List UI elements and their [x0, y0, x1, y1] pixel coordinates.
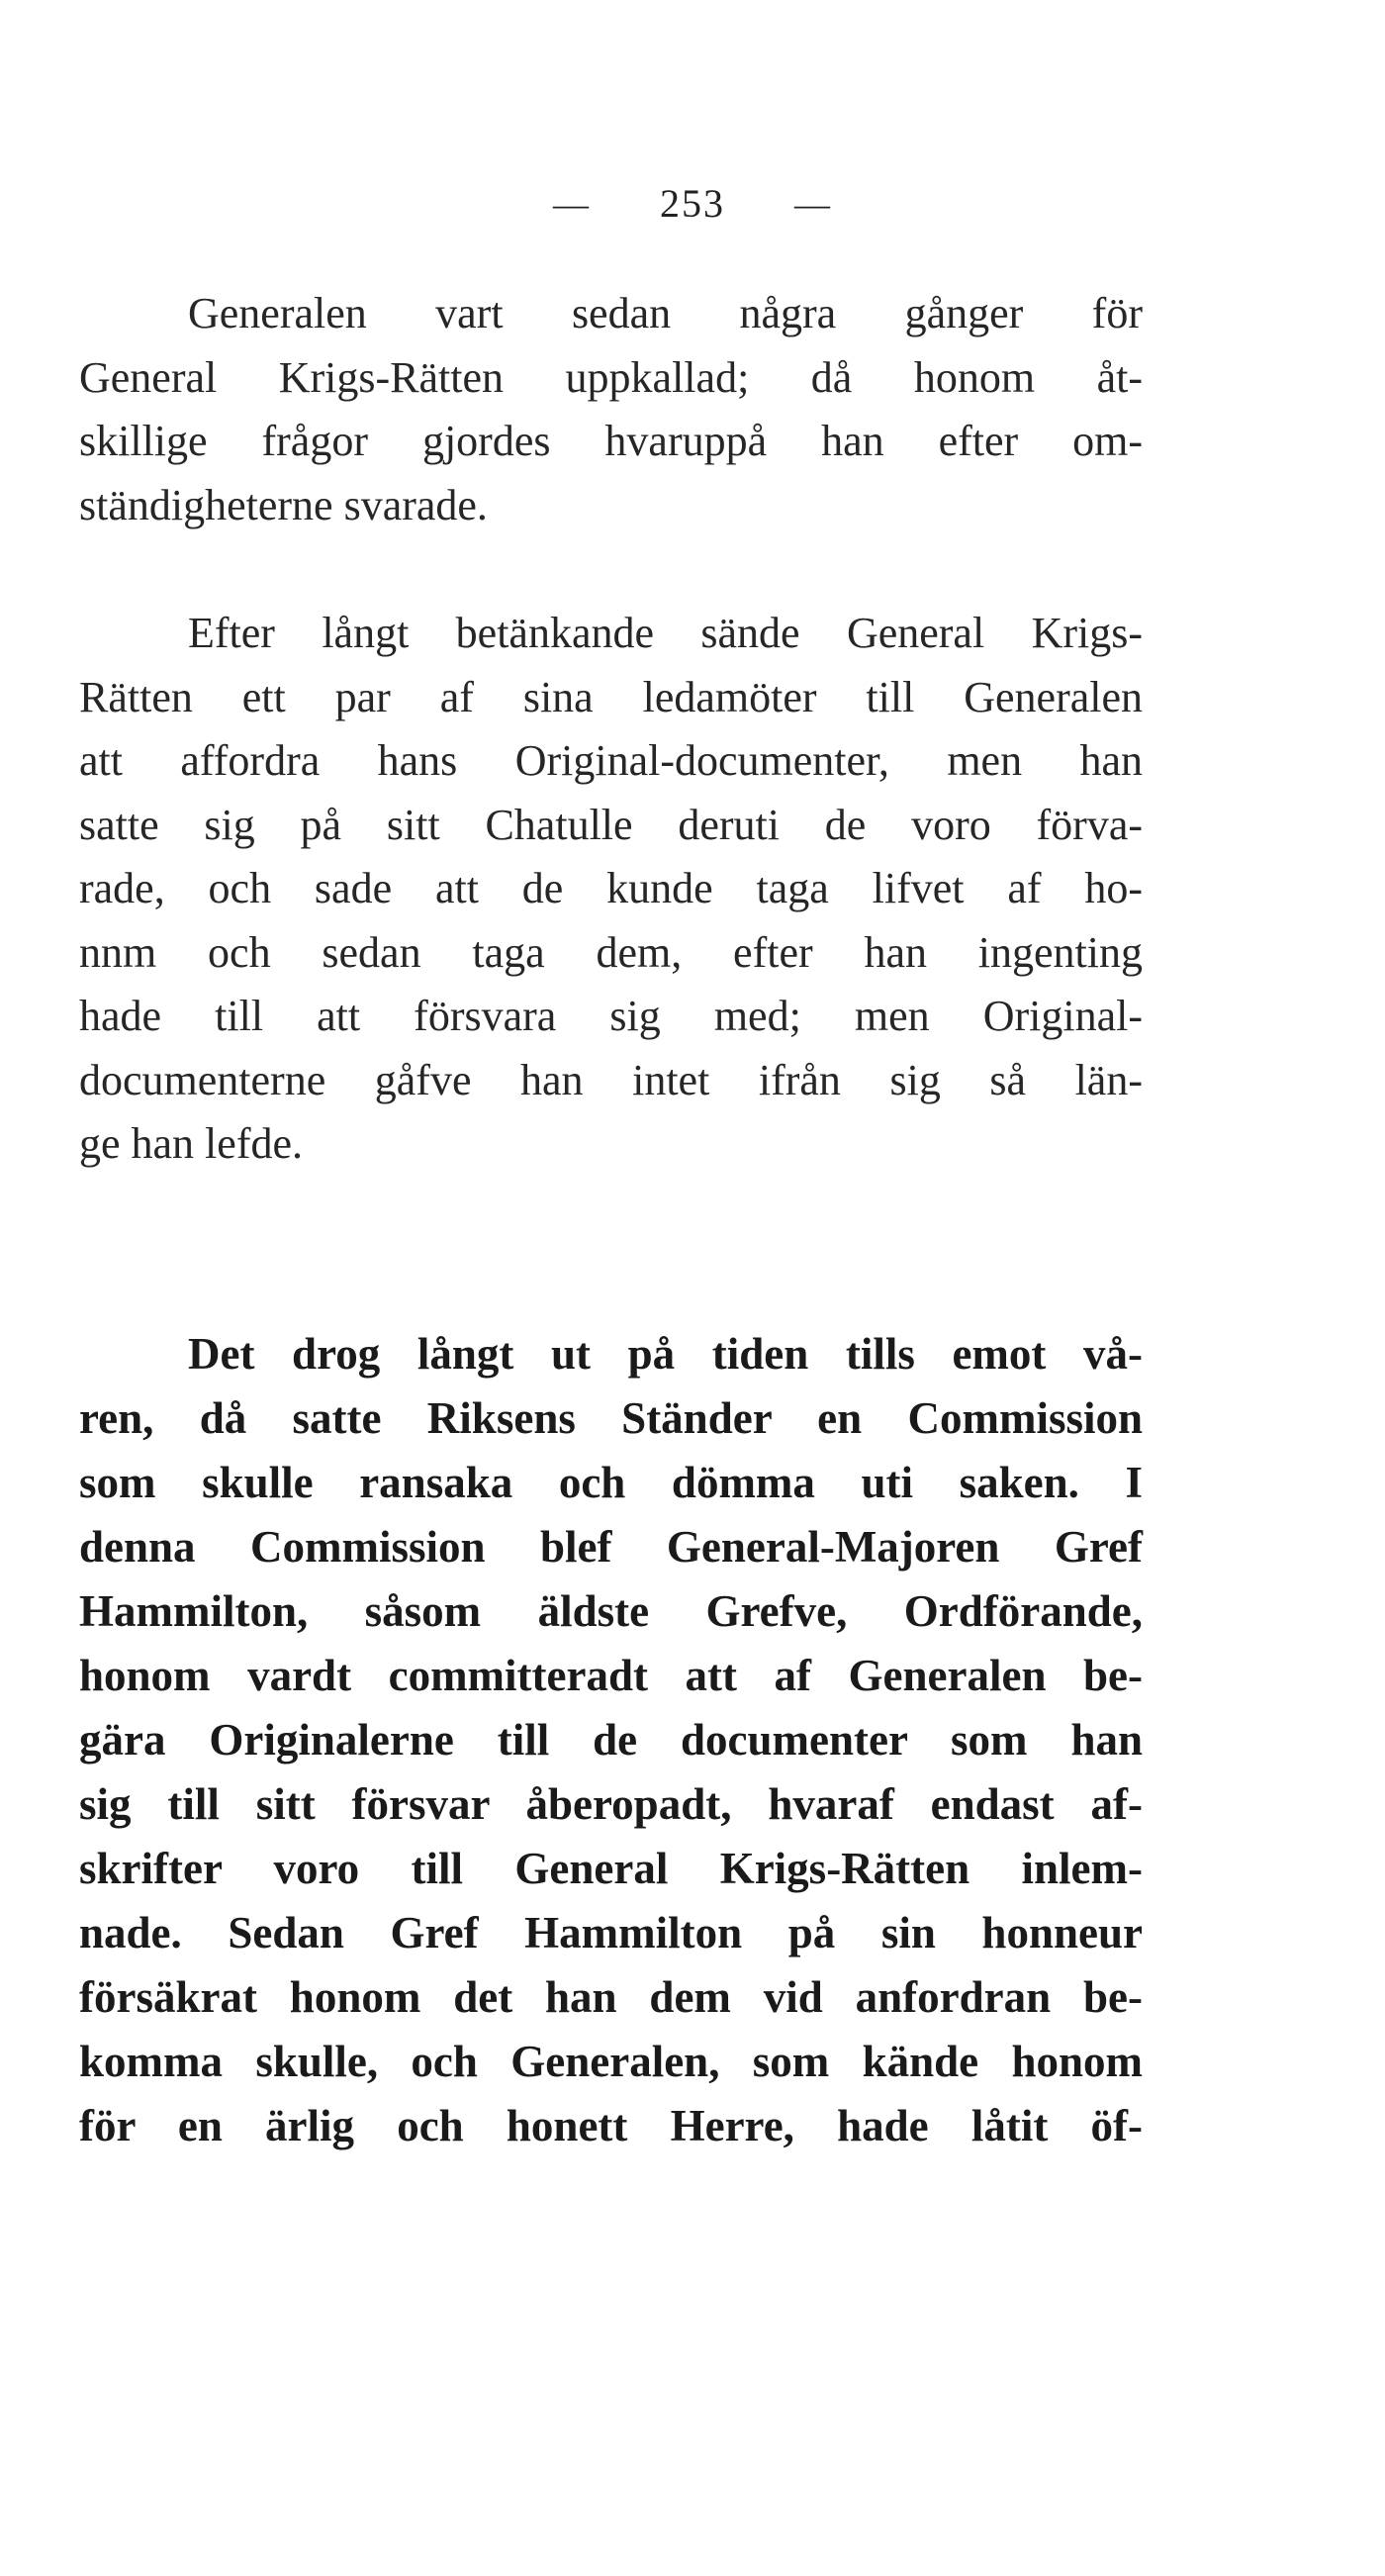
text-line: denna Commission blef General-Majoren Gref: [79, 1522, 1143, 1572]
text-line: som skulle ransaka och dömma uti saken. I: [79, 1458, 1143, 1507]
text-line: rade, och sade att de kunde taga lifvet af ho-: [79, 864, 1143, 912]
text-line: komma skulle, och Generalen, som kände honom: [79, 2037, 1143, 2086]
header-left-dash: —: [553, 183, 591, 224]
text-line: Generalen vart sedan några gånger för: [188, 289, 1143, 337]
text-line: ständigheterne svarade.: [79, 480, 488, 529]
text-line: gära Originalerne till de documenter som han: [79, 1715, 1143, 1765]
text-line: honom vardt committeradt att af Generalen be-: [79, 1651, 1143, 1700]
text-line: ren, då satte Riksens Ständer en Commission: [79, 1393, 1143, 1443]
text-line: försäkrat honom det han dem vid anfordran be-: [79, 1972, 1143, 2022]
text-line: för en ärlig och honett Herre, hade låtit öf-: [79, 2101, 1143, 2150]
text-line: hade till att försvara sig med; men Original-: [79, 992, 1143, 1040]
paragraph-2: [79, 602, 1143, 1177]
paragraph-1: [79, 282, 1143, 537]
text-line: Hammilton, såsom äldste Grefve, Ordförande,: [79, 1586, 1143, 1636]
text-line: documenterne gåfve han intet ifrån sig så län-: [79, 1055, 1143, 1104]
text-line: satte sig på sitt Chatulle deruti de voro förva-: [79, 800, 1143, 849]
text-line: ge han lefde.: [79, 1119, 303, 1168]
text-line: skrifter voro till General Krigs-Rätten inlem-: [79, 1844, 1143, 1893]
page-number: 253: [660, 181, 725, 227]
text-line: att affordra hans Original-documenter, men han: [79, 736, 1143, 785]
text-line: nade. Sedan Gref Hammilton på sin honneur: [79, 1908, 1143, 1957]
text-line: Efter långt betänkande sände General Krigs-: [188, 609, 1143, 657]
text-line: General Krigs-Rätten uppkallad; då honom åt-: [79, 352, 1143, 402]
page-header: [0, 176, 1385, 227]
paragraph-3: [79, 1322, 1143, 2158]
text-line: nnm och sedan taga dem, efter han ingenting: [79, 927, 1143, 977]
text-line: Det drog långt ut på tiden tills emot vå-: [188, 1329, 1143, 1379]
header-right-dash: —: [794, 183, 832, 224]
text-line: sig till sitt försvar åberopadt, hvaraf endast af-: [79, 1779, 1143, 1829]
text-line: skillige frågor gjordes hvaruppå han efter om-: [79, 417, 1143, 465]
text-line: Rätten ett par af sina ledamöter till Generalen: [79, 672, 1143, 721]
